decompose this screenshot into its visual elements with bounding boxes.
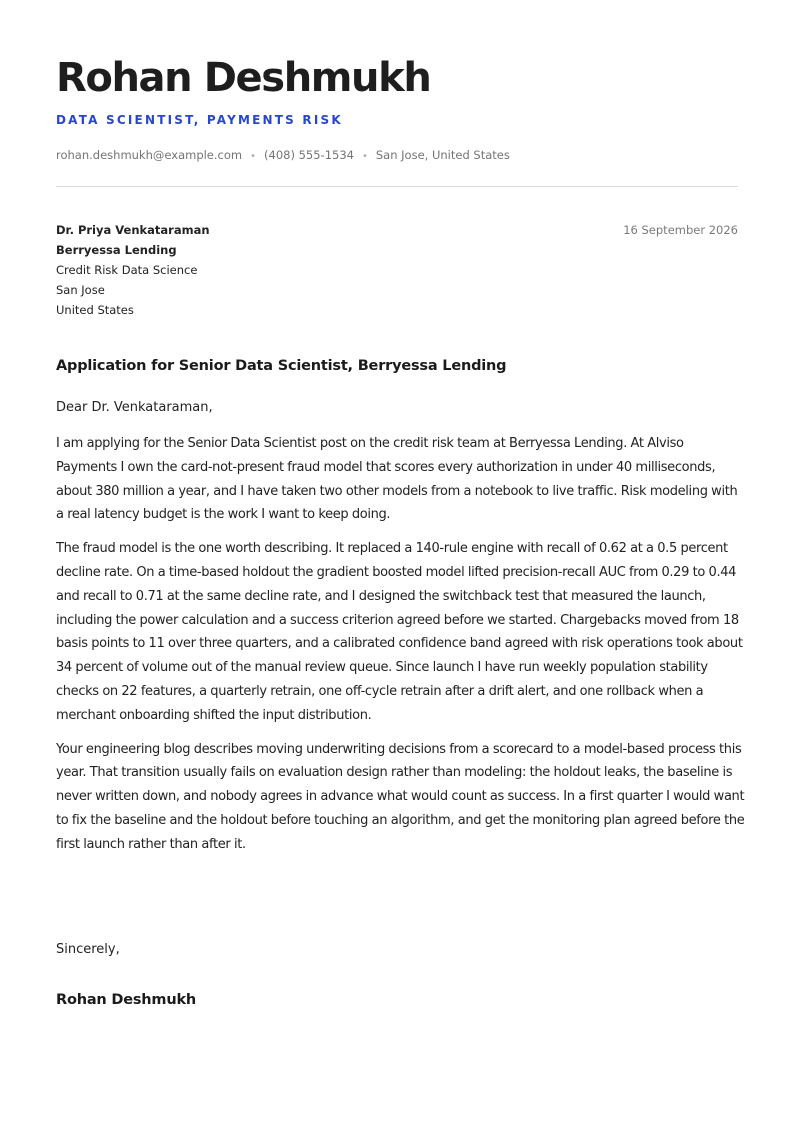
separator-dot: • (250, 151, 257, 162)
recipient-name: Dr. Priya Venkataraman (56, 223, 210, 237)
letter-date: 16 September 2026 (623, 223, 738, 237)
separator-dot: • (361, 151, 368, 162)
letter-body (56, 432, 746, 867)
recipient-country: United States (56, 303, 134, 317)
closing: Sincerely, (56, 942, 120, 957)
recipient-block (56, 220, 210, 320)
recipient-company: Berryessa Lending (56, 243, 177, 257)
body-paragraph: The fraud model is the one worth describing. It replaced a 140-rule engine with recall of 0.62 at a 0.5 percent decline rate. On a time-based holdout the gradient boosted model lifted precision-recall AUC from 0.29 to 0.44 and recall to 0.71 at the same decline rate, and I designed the switchback test that measured the launch, including the power calculation and a success criterion agreed before we started. Chargebacks moved from 18 basis points to 11 over three quarters, and a calibrated confidence band agreed with risk operations took about 34 percent of volume out of the manual review queue. Since launch I have run weekly population stability checks on 22 features, a quarterly retrain, one off-cycle retrain after a drift alert, and one rollback when a merchant onboarding shifted the input distribution. (56, 541, 743, 723)
header-divider (56, 186, 738, 187)
recipient-city: San Jose (56, 283, 105, 297)
sender-location: San Jose, United States (375, 148, 510, 162)
sender-email: rohan.deshmukh@example.com (56, 148, 243, 162)
salutation: Dear Dr. Venkataraman, (56, 400, 213, 415)
contact-line (56, 147, 510, 165)
sender-phone: (408) 555-1534 (264, 148, 354, 162)
body-paragraph: Your engineering blog describes moving underwriting decisions from a scorecard to a model-based process this year. That transition usually fails on evaluation design rather than modeling: the holdout leaks, the baseline is never written down, and nobody agrees in advance what would count as success. In a first quarter I would want to fix the baseline and the holdout before touching an algorithm, and get the monitoring plan agreed before the first launch rather than after it. (56, 741, 745, 852)
sender-role: DATA SCIENTIST, PAYMENTS RISK (56, 113, 343, 127)
signature-name: Rohan Deshmukh (56, 992, 197, 1008)
sender-name: Rohan Deshmukh (56, 55, 431, 101)
body-paragraph: I am applying for the Senior Data Scientist post on the credit risk team at Berryessa Lending. At Alviso Payments I own the card-not-present fraud model that scores every authorization in under 40 milliseconds, about 380 million a year, and I have taken two other models from a notebook to live traffic. Risk modeling with a real latency budget is the work I want to keep doing. (56, 436, 738, 523)
recipient-department: Credit Risk Data Science (56, 263, 198, 277)
letter-subject: Application for Senior Data Scientist, Berryessa Lending (56, 358, 507, 374)
